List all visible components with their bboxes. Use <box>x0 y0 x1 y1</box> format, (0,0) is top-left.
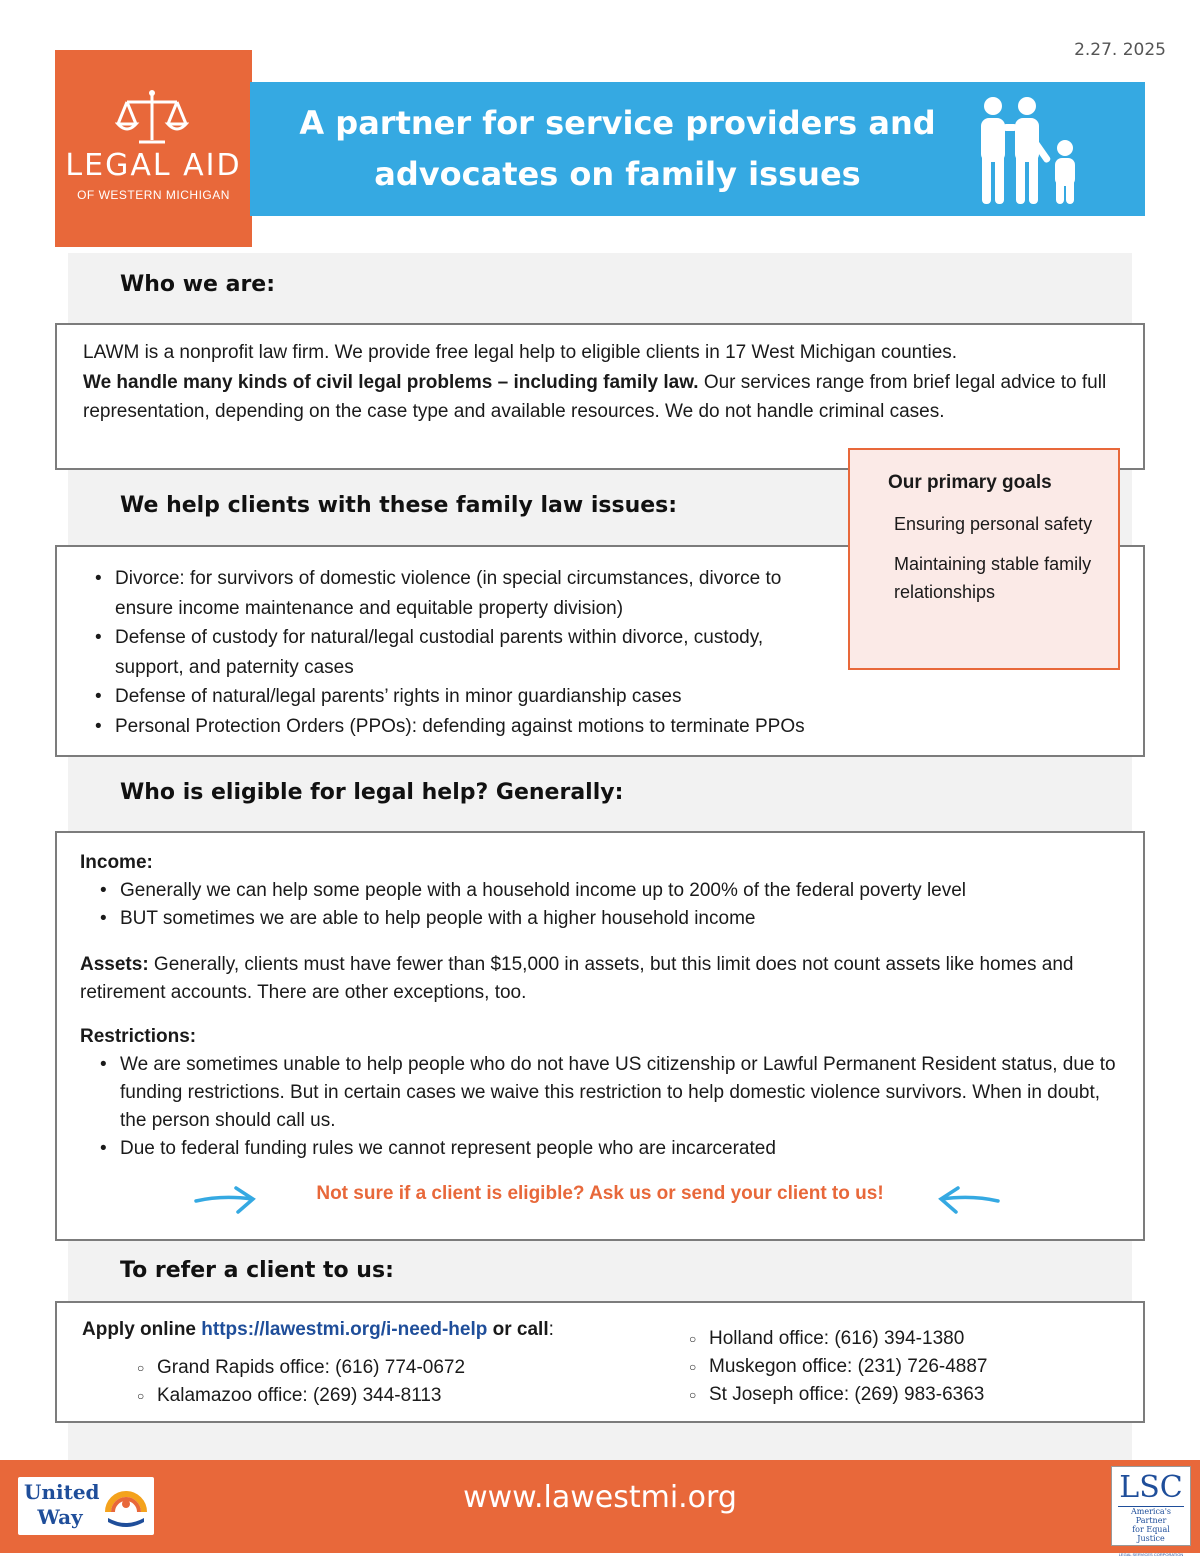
primary-goals-box <box>848 448 1120 670</box>
united-way-word-2: Way <box>37 1505 83 1529</box>
refer-heading: To refer a client to us: <box>120 1258 394 1283</box>
goal-item: Maintaining stable family relationships <box>894 554 1092 602</box>
assets-label: Assets: <box>80 954 149 975</box>
eligibility-callout: Not sure if a client is eligible? Ask us or send your client to us! <box>316 1183 884 1204</box>
who-intro: LAWM is a nonprofit law firm. We provide free legal help to eligible clients in 17 West Michigan counties. <box>83 342 958 363</box>
assets-paragraph <box>80 951 1110 1007</box>
document-date: 2.27. 2025 <box>1074 40 1166 60</box>
lsc-tagline-2: for Equal Justice <box>1132 1525 1170 1543</box>
restriction-item: • Due to federal funding rules we cannot represent people who are incarcerated <box>100 1135 1125 1163</box>
lsc-letters: LSC <box>1119 1470 1183 1505</box>
scales-of-justice-icon <box>115 88 189 148</box>
apply-line <box>82 1319 554 1341</box>
office-item: ○ St Joseph office: (269) 983-6363 <box>689 1381 988 1409</box>
footer-website[interactable]: www.lawestmi.org <box>463 1480 737 1515</box>
office-item: ○ Grand Rapids office: (616) 774-0672 <box>137 1354 465 1382</box>
goal-item: Ensuring personal safety <box>894 514 1093 534</box>
page-title <box>290 98 945 200</box>
united-way-hand-icon <box>102 1482 150 1530</box>
goals-title: Our primary goals <box>888 472 1052 493</box>
restriction-item: • We are sometimes unable to help people who do not have US citizenship or Lawful Permanent Resident status, due to funding restrictions. But in certain cases we waive this restriction to help domestic violence survivors. When in doubt, the person should call us. <box>100 1051 1125 1135</box>
assets-text: Generally, clients must have fewer than $15,000 in assets, but this limit does not count assets like homes and retirement accounts. There are other exceptions, too. <box>80 954 1074 1003</box>
family-issue-item: • Defense of natural/legal parents’ rights in minor guardianship cases <box>95 682 1143 712</box>
legal-aid-logo <box>55 50 252 247</box>
who-we-are-heading: Who we are: <box>120 272 276 297</box>
lsc-tagline-1: America's Partner <box>1130 1507 1172 1525</box>
who-bold: We handle many kinds of civil legal problems – including family law. <box>83 371 699 393</box>
who-rest: Our services range from brief legal advice to full representation, depending on the case type and available resources. We do not handle criminal cases. <box>83 371 1107 422</box>
family-issue-item: • Defense of custody for natural/legal custodial parents within divorce, custody, support, and paternity cases <box>95 623 795 682</box>
lsc-small-caption: LEGAL SERVICES CORPORATION <box>1118 1552 1184 1557</box>
apply-colon: : <box>548 1319 554 1340</box>
income-item: • BUT sometimes we are able to help people with a higher household income <box>100 905 1143 933</box>
united-way-word-1: United <box>24 1480 100 1504</box>
office-item: ○ Holland office: (616) 394-1380 <box>689 1325 988 1353</box>
eligibility-box <box>55 831 1145 1241</box>
logo-name: LEGAL AID <box>65 148 242 183</box>
office-item: ○ Kalamazoo office: (269) 344-8113 <box>137 1382 465 1410</box>
title-line-1: A partner for service providers and <box>299 104 936 142</box>
apply-suffix: or call <box>487 1319 549 1340</box>
office-list-left <box>137 1354 465 1410</box>
family-issue-item: • Personal Protection Orders (PPOs): defending against motions to terminate PPOs <box>95 712 1143 742</box>
apply-prefix: Apply online <box>82 1319 202 1340</box>
eligibility-heading: Who is eligible for legal help? Generally: <box>120 780 624 805</box>
title-line-2: advocates on family issues <box>374 155 861 193</box>
family-issues-heading: We help clients with these family law issues: <box>120 493 678 518</box>
office-list-right <box>689 1325 988 1409</box>
united-way-logo <box>18 1477 154 1535</box>
family-icon <box>975 96 1087 204</box>
office-item: ○ Muskegon office: (231) 726-4887 <box>689 1353 988 1381</box>
arrow-left-icon <box>934 1183 1002 1217</box>
logo-subtitle: OF WESTERN MICHIGAN <box>77 188 230 202</box>
lsc-logo <box>1111 1466 1191 1557</box>
income-label: Income: <box>80 852 153 873</box>
refer-box <box>55 1301 1145 1423</box>
family-issue-item: • Divorce: for survivors of domestic violence (in special circumstances, divorce to ensure income maintenance and equitable property division) <box>95 564 795 623</box>
apply-link[interactable]: https://lawestmi.org/i-need-help <box>201 1319 488 1340</box>
restrictions-label: Restrictions: <box>80 1026 197 1047</box>
income-item: • Generally we can help some people with a household income up to 200% of the federal poverty level <box>100 877 1143 905</box>
